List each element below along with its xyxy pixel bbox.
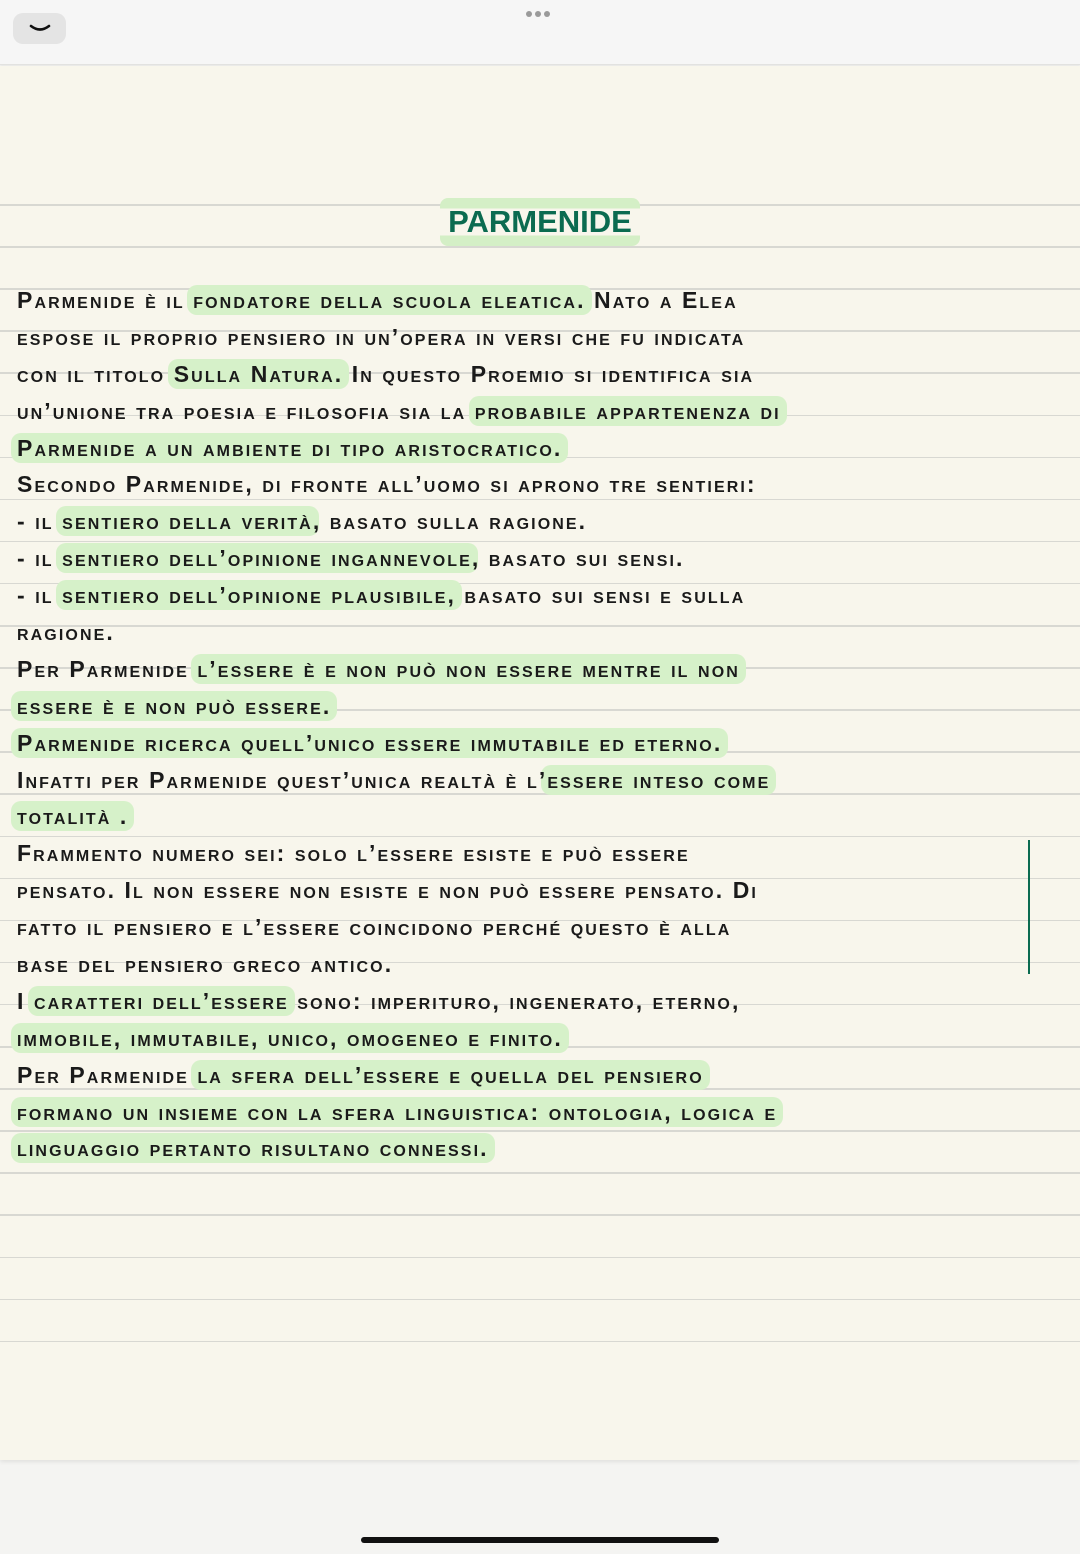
text-segment: Infatti per Parmenide quest’unica realtà è l’	[17, 766, 548, 793]
highlighted-text: l’essere è e non può non essere mentre il non	[191, 654, 745, 684]
ruled-line	[0, 1172, 1080, 1174]
text-line	[17, 577, 1077, 614]
highlighted-text: Parmenide a un ambiente di tipo aristocratico.	[11, 433, 568, 463]
text-line	[17, 651, 1077, 688]
ruled-line	[0, 1341, 1080, 1343]
text-segment: base del pensiero greco antico.	[17, 951, 394, 978]
text-segment: - il	[17, 582, 63, 609]
highlighted-text: formano un insieme con la sfera linguistica: ontologia, logica e	[11, 1097, 783, 1127]
text-segment: Per Parmenide	[17, 1061, 198, 1088]
highlighted-text: Sulla Natura.	[168, 359, 350, 389]
text-segment: Nato a Elea	[585, 287, 738, 313]
text-line	[17, 909, 1077, 946]
ruled-line	[0, 1299, 1080, 1301]
text-line	[17, 983, 1077, 1020]
text-segment: Secondo Parmenide, di fronte all’uomo si aprono tre sentieri:	[17, 471, 757, 498]
text-line	[17, 319, 1077, 356]
text-line	[17, 798, 1077, 835]
text-line	[17, 762, 1077, 799]
text-line	[17, 1057, 1077, 1094]
text-line	[17, 282, 1077, 319]
ruled-line	[0, 1214, 1080, 1216]
text-segment: Parmenide è il	[17, 287, 194, 313]
text-segment: Frammento numero sei: solo l’essere esiste e può essere	[17, 840, 690, 867]
highlighted-text: sentiero della verità	[56, 506, 319, 536]
text-segment: Per Parmenide	[17, 655, 198, 682]
ellipsis-icon[interactable]	[526, 11, 550, 17]
top-toolbar	[0, 0, 1080, 65]
highlighted-text: essere inteso come	[541, 765, 776, 795]
collapse-button[interactable]	[13, 13, 66, 44]
text-segment: basato sui sensi e sulla	[456, 582, 746, 609]
highlighted-text: Parmenide ricerca quell’unico essere immutabile ed eterno.	[11, 728, 728, 758]
highlighted-text: totalità .	[11, 801, 134, 831]
note-title: PARMENIDE	[440, 198, 640, 246]
highlighted-text: probabile appartenenza di	[469, 396, 787, 426]
highlighted-text: sentiero dell’opinione plausibile,	[56, 580, 462, 610]
text-segment: pensato. Il non essere non esiste e non può essere pensato. Di	[17, 877, 758, 904]
text-line	[17, 946, 1077, 983]
highlighted-text: linguaggio pertanto risultano connessi.	[11, 1133, 495, 1163]
text-line	[17, 1020, 1077, 1057]
highlighted-text: essere è e non può essere.	[11, 691, 337, 721]
text-segment: ragione.	[17, 619, 115, 646]
note-page[interactable]	[0, 66, 1080, 1460]
ruled-line	[0, 246, 1080, 248]
text-line	[17, 466, 1077, 503]
text-segment: con il titolo	[17, 360, 174, 387]
text-segment: I	[17, 987, 34, 1014]
text-line	[17, 872, 1077, 909]
margin-line	[1028, 840, 1030, 974]
home-indicator[interactable]	[361, 1537, 719, 1543]
text-segment: fatto il pensiero e l’essere coincidono perché questo è alla	[17, 914, 732, 941]
text-segment: sono: imperituro, ingenerato, eterno,	[288, 987, 741, 1014]
text-line	[17, 1130, 1077, 1167]
text-segment: - il	[17, 545, 63, 572]
text-line	[17, 1094, 1077, 1131]
text-line	[17, 356, 1077, 393]
text-line	[17, 725, 1077, 762]
highlighted-text: immobile, immutabile, unico, omogeneo e finito.	[11, 1023, 569, 1053]
text-segment: - il	[17, 508, 63, 535]
text-segment: , basato sui sensi.	[471, 545, 685, 572]
text-line	[17, 430, 1077, 467]
text-line	[17, 503, 1077, 540]
chevron-down-icon	[28, 23, 52, 35]
highlighted-text: caratteri dell’essere	[28, 986, 295, 1016]
highlighted-text: fondatore della scuola eleatica.	[187, 285, 591, 315]
text-segment: In questo Proemio si identifica sia	[343, 360, 755, 387]
text-line	[17, 540, 1077, 577]
text-segment: espose il proprio pensiero in un’opera in versi che fu indicata	[17, 323, 746, 350]
ruled-line	[0, 1257, 1080, 1259]
text-line	[17, 614, 1077, 651]
highlighted-text: sentiero dell’opinione ingannevole	[56, 543, 478, 573]
text-line	[17, 835, 1077, 872]
text-segment: , basato sulla ragione.	[312, 508, 588, 535]
text-line	[17, 688, 1077, 725]
text-line	[17, 393, 1077, 430]
note-body[interactable]	[17, 282, 1077, 1167]
text-segment: un’unione tra poesia e filosofia sia la	[17, 397, 475, 424]
highlighted-text: la sfera dell’essere e quella del pensiero	[191, 1060, 709, 1090]
